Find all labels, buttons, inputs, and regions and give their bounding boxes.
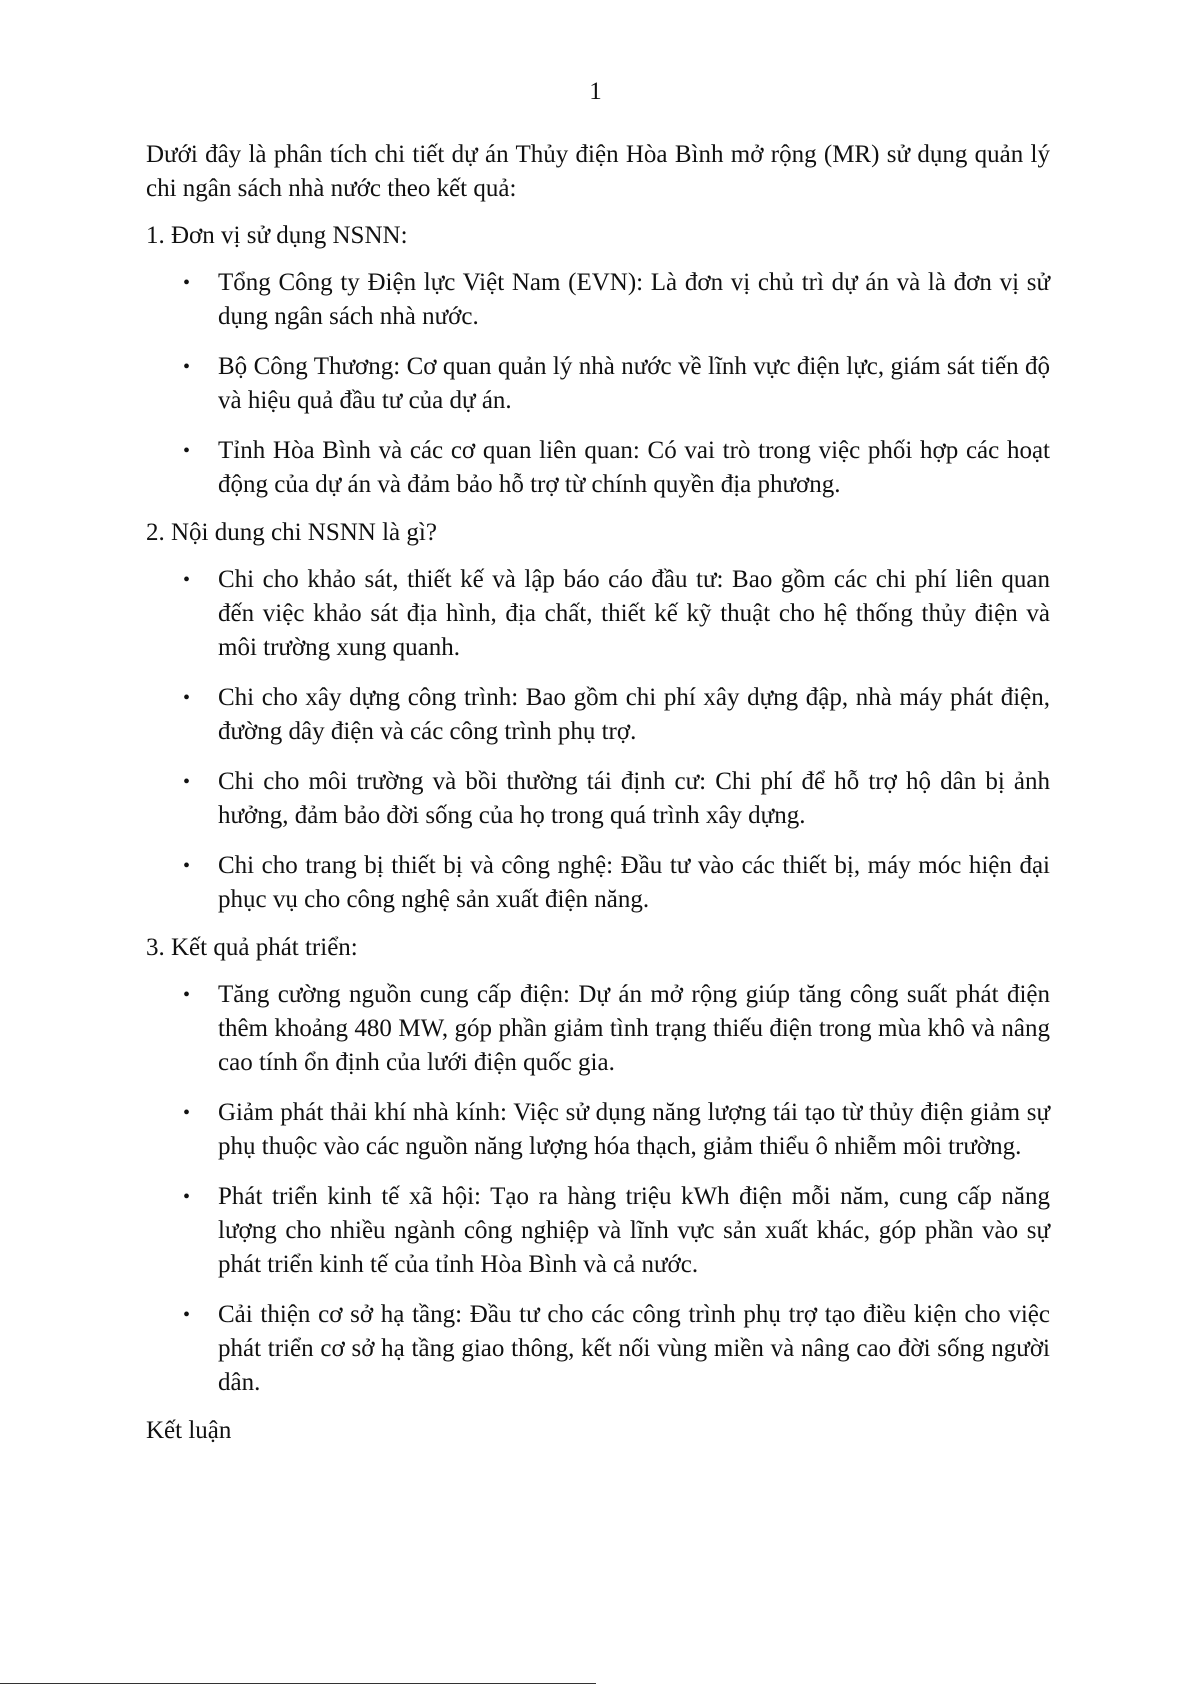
section-2-list — [146, 563, 1050, 917]
list-item — [146, 1298, 1050, 1400]
bullet-icon: • — [183, 569, 191, 591]
bullet-icon: • — [183, 855, 191, 877]
section-heading-3: 3. Kết quả phát triển: — [146, 934, 358, 961]
section-heading-2: 2. Nội dung chi NSNN là gì? — [146, 519, 437, 546]
bullet-icon: • — [183, 440, 191, 462]
list-item-text: Giảm phát thải khí nhà kính: Việc sử dụng năng lượng tái tạo từ thủy điện giảm sự phụ thuộc vào các nguồn năng lượng hóa thạch, giảm thiểu ô nhiễm môi trường. — [218, 1099, 1050, 1160]
bullet-icon: • — [183, 687, 191, 709]
list-item — [146, 978, 1050, 1080]
section-1-list — [146, 266, 1050, 502]
list-item — [146, 434, 1050, 502]
list-item-text: Cải thiện cơ sở hạ tầng: Đầu tư cho các công trình phụ trợ tạo điều kiện cho việc phát triển cơ sở hạ tầng giao thông, kết nối vùng miền và nâng cao đời sống người dân. — [218, 1301, 1050, 1396]
bullet-icon: • — [183, 1304, 191, 1326]
list-item — [146, 563, 1050, 665]
list-item-text: Phát triển kinh tế xã hội: Tạo ra hàng triệu kWh điện mỗi năm, cung cấp năng lượng cho nhiều ngành công nghiệp và lĩnh vực sản xuất khác, góp phần vào sự phát triển kinh tế của tỉnh Hòa Bình và cả nước. — [218, 1183, 1050, 1278]
list-item — [146, 765, 1050, 833]
list-item — [146, 350, 1050, 418]
list-item-text: Chi cho xây dựng công trình: Bao gồm chi phí xây dựng đập, nhà máy phát điện, đường dây điện và các công trình phụ trợ. — [218, 684, 1050, 745]
page-number: 1 — [589, 78, 602, 105]
section-heading-1: 1. Đơn vị sử dụng NSNN: — [146, 222, 408, 249]
list-item — [146, 1180, 1050, 1282]
bullet-icon: • — [183, 272, 191, 294]
list-item-text: Chi cho môi trường và bồi thường tái định cư: Chi phí để hỗ trợ hộ dân bị ảnh hưởng, đảm bảo đời sống của họ trong quá trình xây dựng. — [218, 768, 1050, 829]
intro-paragraph: Dưới đây là phân tích chi tiết dự án Thủy điện Hòa Bình mở rộng (MR) sử dụng quản lý chi ngân sách nhà nước theo kết quả: — [146, 141, 1050, 202]
list-item-text: Tổng Công ty Điện lực Việt Nam (EVN): Là đơn vị chủ trì dự án và là đơn vị sử dụng ngân sách nhà nước. — [218, 269, 1050, 330]
bullet-icon: • — [183, 1186, 191, 1208]
list-item — [146, 1096, 1050, 1164]
bullet-icon: • — [183, 1102, 191, 1124]
bullet-icon: • — [183, 984, 191, 1006]
conclusion-heading: Kết luận — [146, 1417, 232, 1444]
list-item-text: Tăng cường nguồn cung cấp điện: Dự án mở rộng giúp tăng công suất phát điện thêm khoảng 480 MW, góp phần giảm tình trạng thiếu điện trong mùa khô và nâng cao tính ổn định của lưới điện quốc gia. — [218, 981, 1050, 1076]
bullet-icon: • — [183, 771, 191, 793]
section-3-list — [146, 978, 1050, 1400]
list-item-text: Tỉnh Hòa Bình và các cơ quan liên quan: Có vai trò trong việc phối hợp các hoạt động của dự án và đảm bảo hỗ trợ từ chính quyền địa phương. — [218, 437, 1050, 498]
list-item-text: Chi cho khảo sát, thiết kế và lập báo cáo đầu tư: Bao gồm các chi phí liên quan đến việc khảo sát địa hình, địa chất, thiết kế kỹ thuật cho hệ thống thủy điện và môi trường xung quanh. — [218, 566, 1050, 661]
list-item — [146, 849, 1050, 917]
list-item-text: Bộ Công Thương: Cơ quan quản lý nhà nước về lĩnh vực điện lực, giám sát tiến độ và hiệu quả đầu tư của dự án. — [218, 353, 1050, 414]
bullet-icon: • — [183, 356, 191, 378]
list-item — [146, 266, 1050, 334]
footer-divider — [0, 1683, 596, 1684]
list-item — [146, 681, 1050, 749]
document-body — [146, 138, 1050, 1448]
list-item-text: Chi cho trang bị thiết bị và công nghệ: Đầu tư vào các thiết bị, máy móc hiện đại phục vụ cho công nghệ sản xuất điện năng. — [218, 852, 1050, 913]
